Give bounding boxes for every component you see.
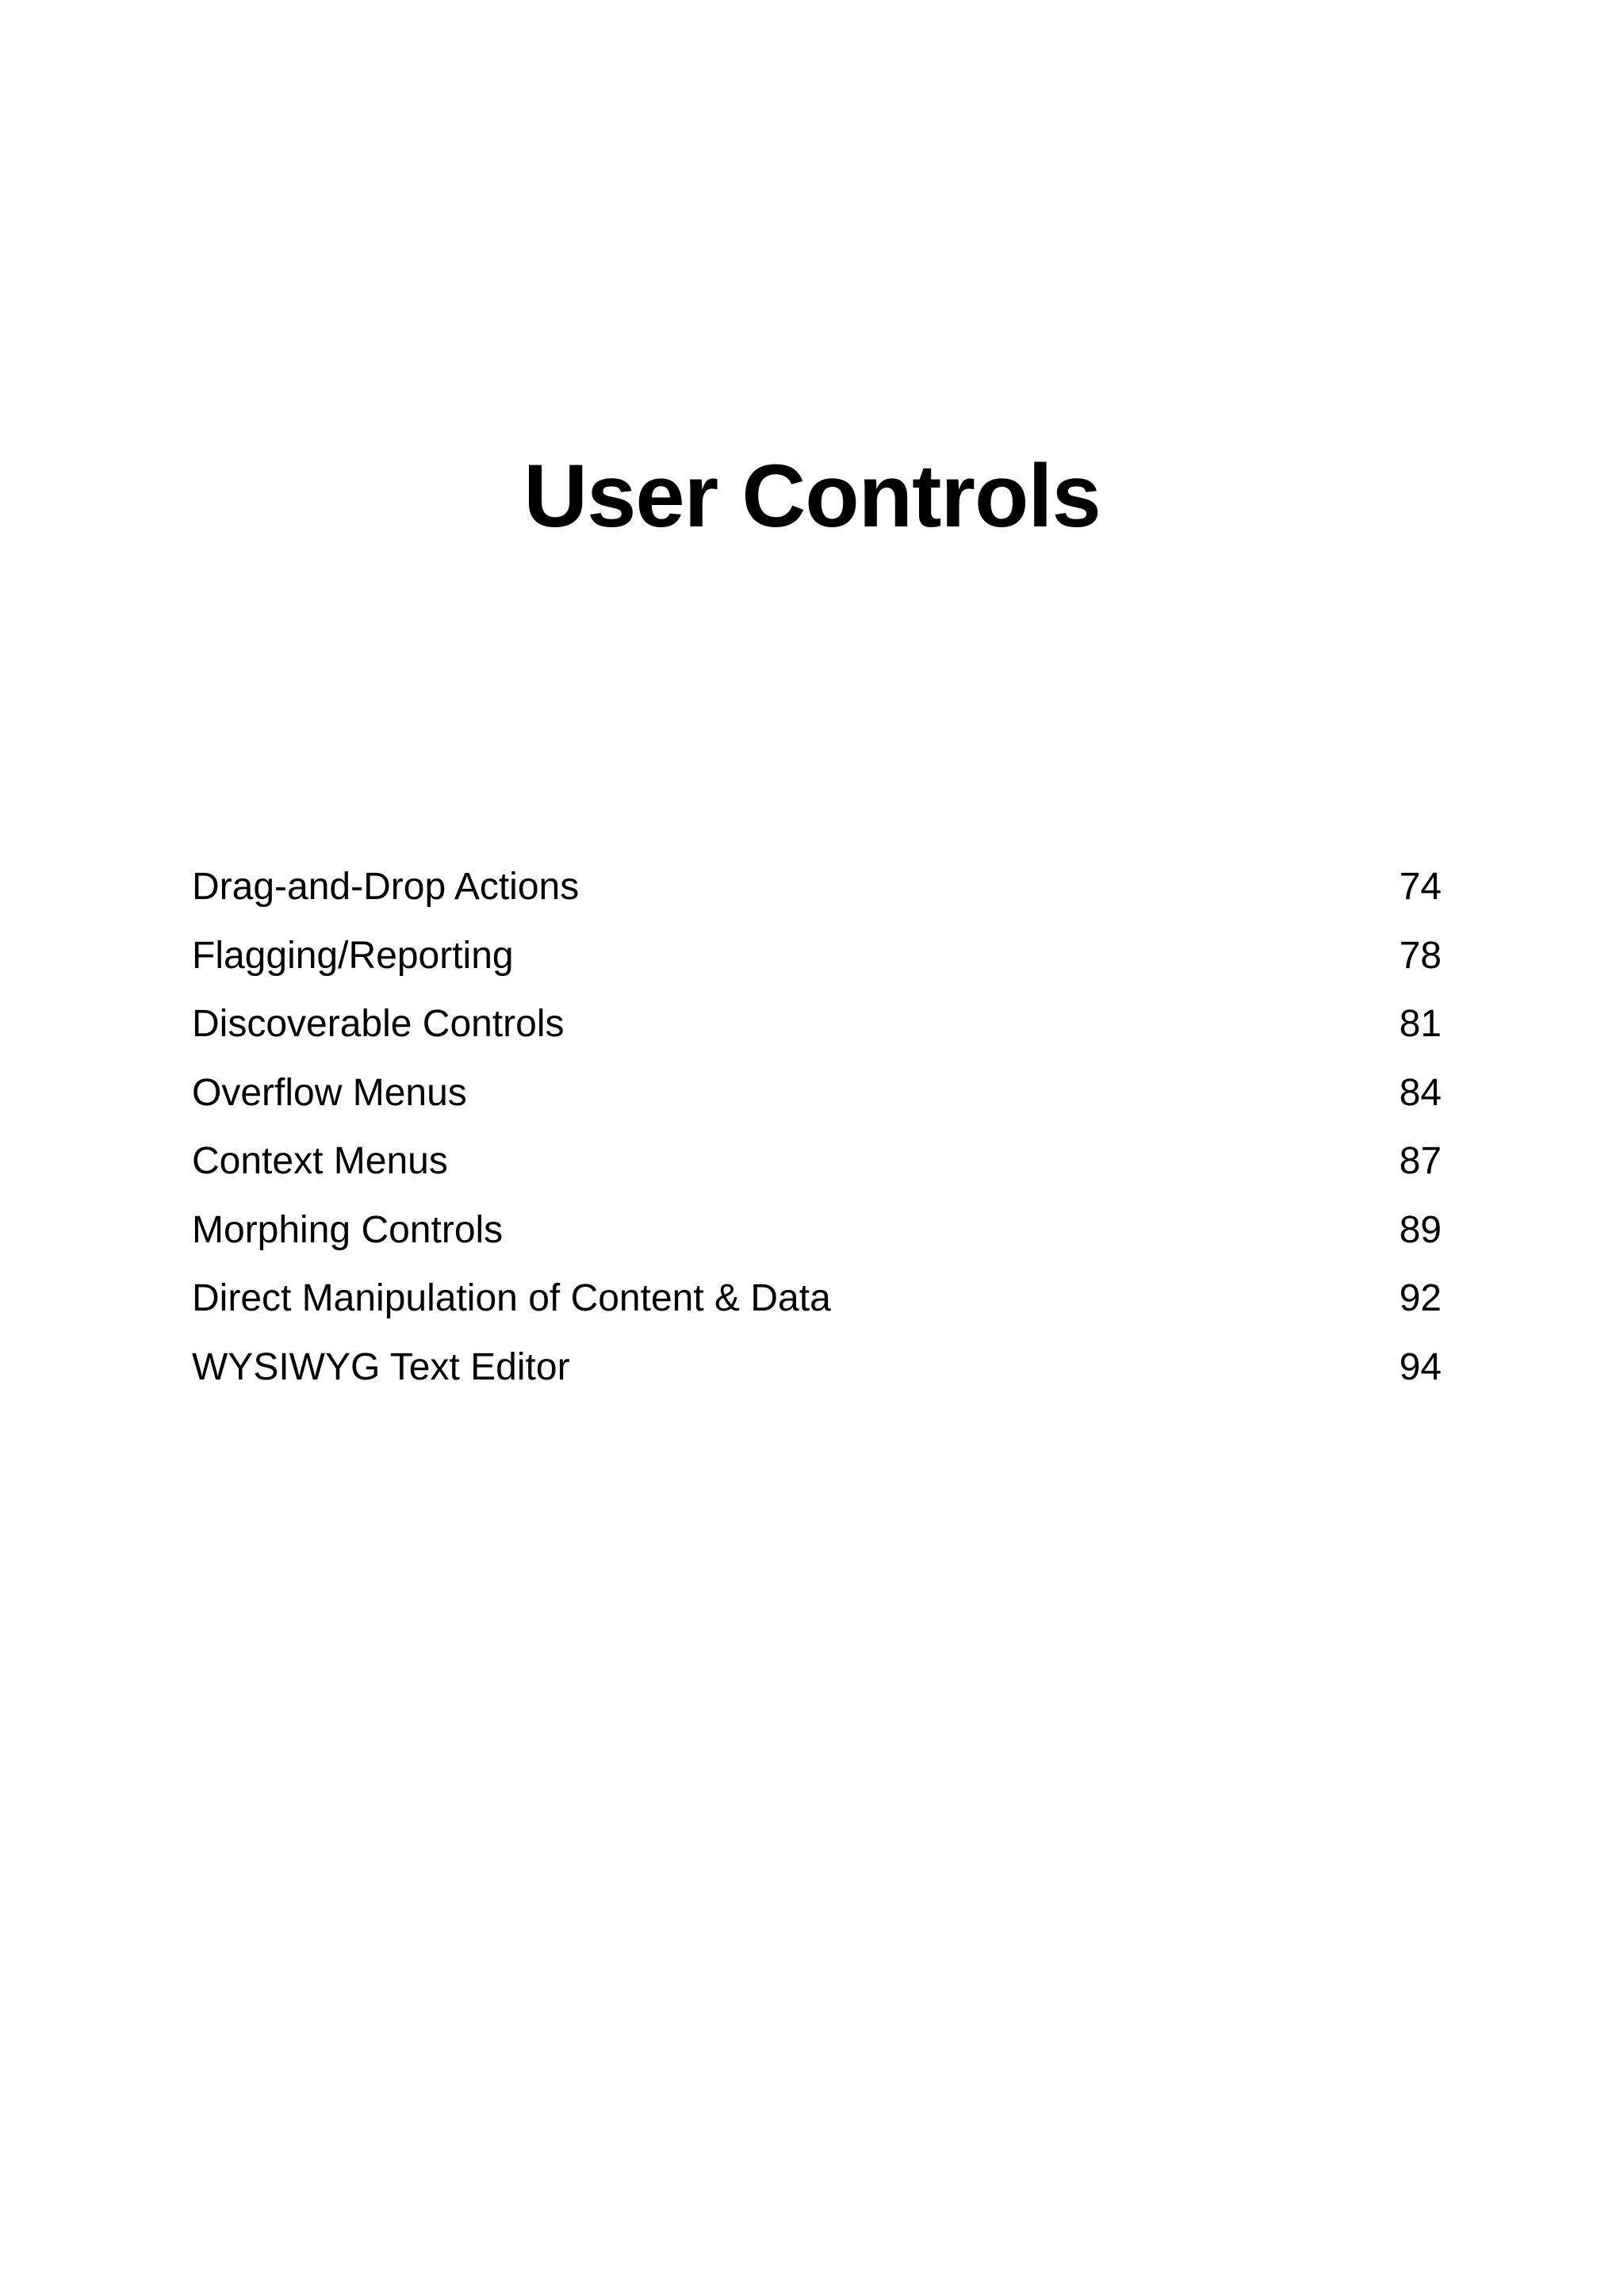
toc-entry[interactable]	[192, 1265, 1442, 1334]
toc-entry-label: Morphing Controls	[192, 1208, 504, 1251]
toc-entry[interactable]	[192, 990, 1442, 1059]
toc-entry-page: 74	[1399, 866, 1442, 908]
toc-entry-page: 89	[1399, 1208, 1442, 1251]
toc-entry[interactable]	[192, 853, 1442, 922]
toc-entry-label: Overflow Menus	[192, 1071, 467, 1114]
toc-entry-label: Drag-and-Drop Actions	[192, 866, 580, 908]
toc-entry-page: 81	[1399, 1003, 1442, 1045]
toc-entry-label: Flagging/Reporting	[192, 934, 514, 977]
chapter-title: User Controls	[523, 446, 1101, 545]
toc-entry-label: Context Menus	[192, 1140, 448, 1182]
table-of-contents	[192, 853, 1442, 1402]
toc-entry-label: Direct Manipulation of Content & Data	[192, 1277, 831, 1319]
toc-entry-page: 92	[1399, 1277, 1442, 1319]
toc-entry[interactable]	[192, 1059, 1442, 1128]
toc-entry-page: 84	[1399, 1071, 1442, 1114]
toc-entry-page: 87	[1399, 1140, 1442, 1182]
toc-entry-page: 94	[1399, 1345, 1442, 1388]
toc-entry[interactable]	[192, 1196, 1442, 1265]
toc-entry[interactable]	[192, 1127, 1442, 1196]
toc-entry-label: WYSIWYG Text Editor	[192, 1345, 570, 1388]
toc-entry-label: Discoverable Controls	[192, 1003, 565, 1045]
toc-entry[interactable]	[192, 1334, 1442, 1402]
toc-entry[interactable]	[192, 922, 1442, 991]
toc-entry-page: 78	[1399, 934, 1442, 977]
